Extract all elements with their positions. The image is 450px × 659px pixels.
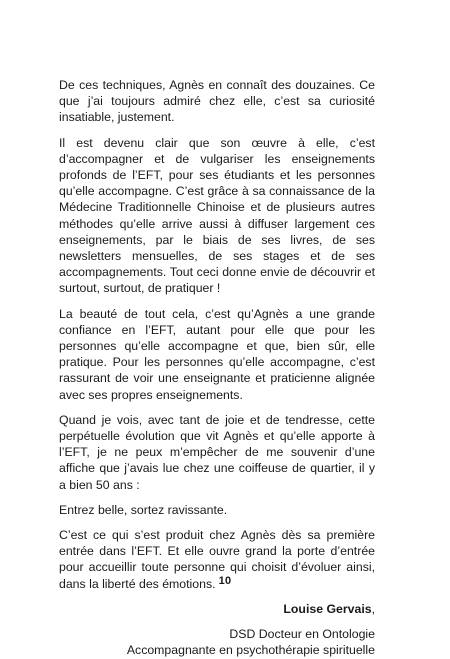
signature-title-1: DSD Docteur en Ontologie: [229, 627, 375, 642]
signature-name-suffix: ,: [371, 601, 375, 616]
signature-title-2: Accompagnante en psychothérapie spirituelle: [126, 643, 375, 658]
paragraph-1: De ces techniques, Agnès en connaît des douzaines. Ce que j’ai toujours admiré chez elle, c’est sa curiosité insatiable, justement.: [59, 78, 375, 125]
page-number: 10: [218, 575, 232, 587]
signature-name-line: [59, 601, 375, 617]
paragraph-2: Il est devenu clair que son œuvre à elle, c’est d’accompagner et de vulgariser les enseignements profonds de l’EFT, pour ses étudiants et les personnes qu’elle accompagne. C’est grâce à sa connaissance de la Médecine Traditionnelle Chinoise et de plusieurs autres méthodes qu’elle arrive aussi à diffuser largement ces enseignements, par le biais de ses livres, de ses newsletters mensuelles, de ses stages et de ses accompagnements. Tout ceci donne envie de découvrir et surtout, surtout, de pratiquer !: [59, 135, 375, 296]
paragraph-5: Entrez belle, sortez ravissante.: [59, 502, 228, 517]
paragraph-6: C’est ce qui s’est produit chez Agnès dès sa première entrée dans l’EFT. Et elle ouvre grand la porte d’entrée pour accueillir toute personne qui choisit d’évoluer ainsi, dans la liberté des émotions.: [59, 528, 375, 591]
paragraph-4: Quand je vois, avec tant de joie et de tendresse, cette perpétuelle évolution que vit Agnès et qu’elle apporte à l’EFT, je ne peux m’empêcher de me souvenir d’une affiche que j’avais lue chez une coiffeuse de quartier, il y a bien 50 ans :: [59, 412, 375, 492]
page-body: [59, 77, 375, 659]
signature-name: Louise Gervais: [283, 601, 372, 616]
paragraph-3: La beauté de tout cela, c’est qu’Agnès a une grande confiance en l’EFT, autant pour elle que pour les personnes qu’elle accompagne et que, bien sûr, elle pratique. Pour les personnes qu’elle accompagne, c’est rassurant de voir une enseignante et praticienne alignée avec ses propres enseignements.: [59, 306, 375, 402]
signature-block: [59, 601, 375, 659]
